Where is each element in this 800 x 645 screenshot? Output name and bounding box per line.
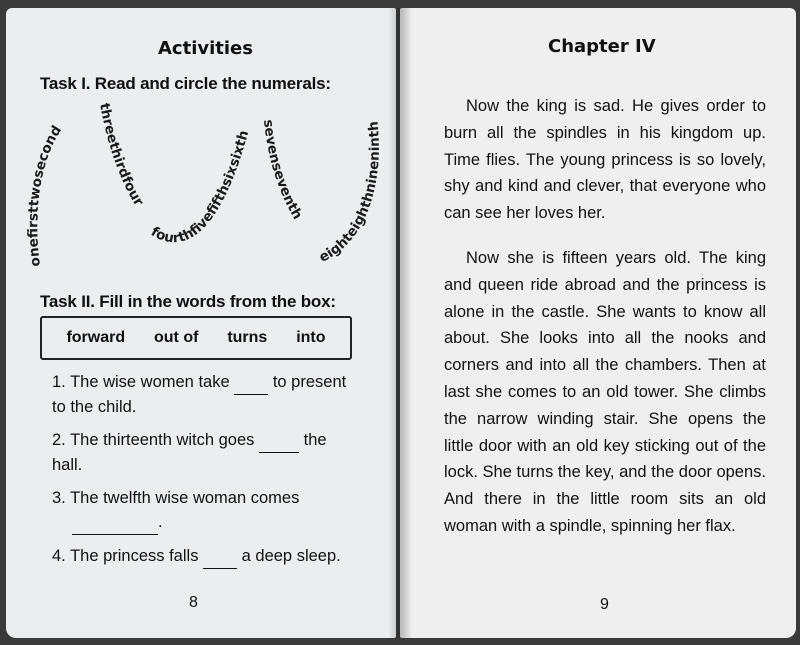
task1-heading: Task I. Read and circle the numerals: bbox=[40, 74, 331, 93]
question-2: 2. The thirteenth witch goes the hall. bbox=[52, 428, 357, 477]
word-option[interactable]: turns bbox=[227, 329, 268, 346]
answer-blank[interactable] bbox=[72, 510, 158, 535]
numeral-word-snake bbox=[0, 0, 400, 290]
word-option[interactable]: into bbox=[296, 329, 326, 346]
word-option[interactable]: out of bbox=[154, 329, 199, 346]
question-1: 1. The wise women take to present to the child. bbox=[52, 370, 357, 419]
answer-blank[interactable] bbox=[203, 544, 237, 569]
page-number-left: 8 bbox=[189, 594, 198, 611]
chapter-title: Chapter IV bbox=[548, 36, 656, 57]
answer-blank[interactable] bbox=[234, 370, 268, 395]
task2-heading: Task II. Fill in the words from the box: bbox=[40, 292, 336, 311]
answer-blank[interactable] bbox=[259, 428, 299, 453]
word-option[interactable]: forward bbox=[66, 329, 126, 346]
snake-segment-3[interactable]: fourthfivefifthsixsixth bbox=[148, 128, 253, 247]
word-box bbox=[40, 316, 352, 360]
question-4: 4. The princess falls a deep sleep. bbox=[52, 544, 357, 569]
page-number-right: 9 bbox=[600, 596, 609, 613]
snake-segment-2[interactable]: threethirdfour bbox=[96, 101, 147, 209]
paragraph-2: Now she is fifteen years old. The king and queen ride abroad and the princess is alone in the castle. She wants to know all about. She looks into all the nooks and corners and into all the chambers. Then at last she comes to an old tower. She climbs the narrow winding stair. She opens the little door with an old key sticking out of the lock. She turns the key, and the door opens. And there in the little room sits an old woman with a spindle, spinning her flax. bbox=[444, 249, 766, 535]
activities-title: Activities bbox=[158, 38, 253, 59]
question-3: 3. The twelfth wise woman comes . bbox=[52, 486, 357, 535]
snake-segment-1[interactable]: onefirsttwosecond bbox=[25, 122, 66, 268]
paragraph-1: Now the king is sad. He gives order to burn all the spindles in his kingdom up. Time flies. The young princess is so lovely, shy and kind and clever, that everyone who can see her loves her. bbox=[444, 97, 766, 223]
snake-segment-4[interactable]: sevenseventh bbox=[259, 118, 306, 223]
snake-segment-5[interactable]: eighteighthnineninth bbox=[316, 120, 383, 266]
